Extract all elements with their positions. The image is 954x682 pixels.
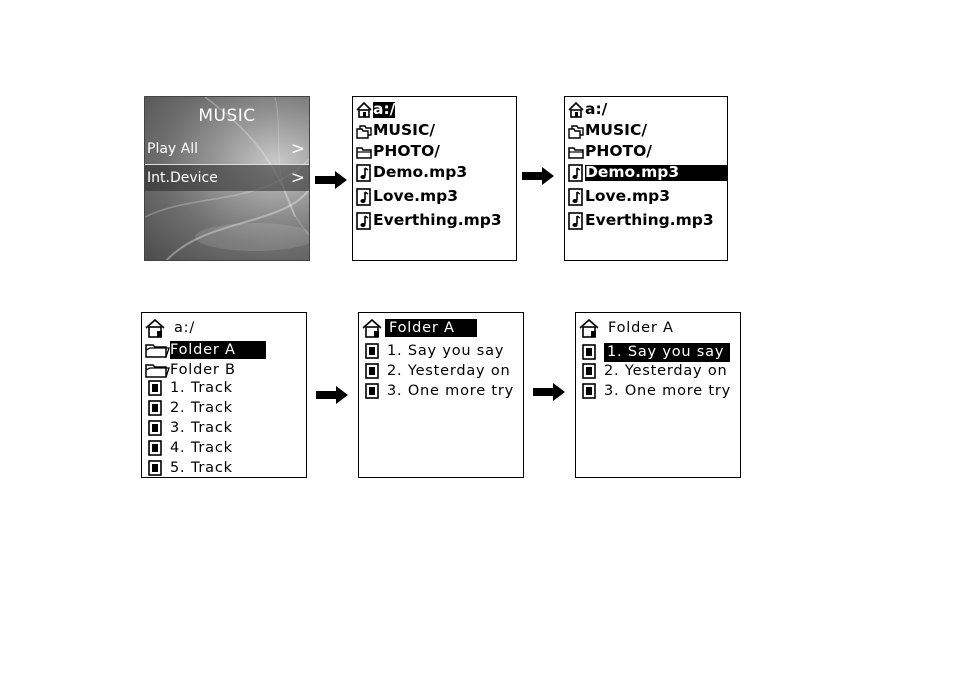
root-list-screen [352, 96, 517, 261]
list-item-folder[interactable] [355, 143, 516, 161]
list-item-label: MUSIC/ [373, 121, 435, 140]
home-icon [567, 101, 585, 119]
track-file-icon [148, 460, 162, 476]
folder-a-track-selected-screen [575, 312, 741, 478]
chevron-right-icon: > [290, 139, 305, 159]
right-arrow-icon [316, 386, 348, 404]
list-item-file[interactable] [567, 212, 727, 230]
list-item-label: 4. Track [170, 439, 233, 456]
list-item-label: Folder A [170, 341, 266, 360]
track-file-icon [365, 383, 379, 399]
list-item-folder[interactable] [144, 360, 306, 380]
list-item-label: Love.mp3 [585, 187, 671, 206]
list-item-track[interactable] [578, 343, 740, 362]
list-item-file[interactable] [355, 164, 516, 182]
track-file-icon [148, 440, 162, 456]
music-note-icon [355, 212, 373, 230]
list-item-file[interactable] [355, 188, 516, 206]
list-item-file[interactable] [567, 188, 727, 206]
list-item-track[interactable] [144, 380, 306, 396]
list-item-root[interactable] [355, 101, 516, 119]
list-item-label: Everthing.mp3 [373, 211, 502, 230]
list-item-label: Folder A [608, 319, 674, 336]
list-item-label: 3. Track [170, 419, 233, 436]
list-item-label: a:/ [373, 100, 396, 119]
list-item-label: 1. Say you say [387, 342, 505, 359]
list-item-folder[interactable] [144, 340, 306, 360]
track-file-icon [582, 344, 596, 360]
list-item-label: PHOTO/ [585, 142, 652, 161]
list-item-label: PHOTO/ [373, 142, 440, 161]
list-item-file[interactable] [355, 212, 516, 230]
list-item-folder-header[interactable] [578, 317, 740, 339]
list-item-label: Folder A [385, 319, 477, 338]
folder-icon [144, 360, 170, 380]
menu-item-label: Play All [147, 141, 199, 157]
music-note-icon [567, 212, 585, 230]
list-item-track[interactable] [144, 440, 306, 456]
folder-list-screen [141, 312, 307, 478]
list-item-label: 5. Track [170, 459, 233, 476]
list-item-root[interactable] [567, 101, 727, 119]
track-file-icon [148, 420, 162, 436]
list-item-root[interactable] [144, 317, 306, 339]
folder-icon [355, 143, 373, 161]
right-arrow-icon [533, 383, 565, 401]
track-file-icon [365, 343, 379, 359]
list-item-track[interactable] [578, 383, 740, 399]
track-file-icon [148, 380, 162, 396]
list-item-label: a:/ [585, 100, 608, 119]
list-item-folder-header[interactable] [361, 317, 523, 339]
home-icon [578, 317, 602, 339]
list-item-label: 3. One more try [604, 382, 731, 399]
list-item-file[interactable] [567, 164, 727, 182]
music-menu-screen [144, 96, 310, 261]
list-item-folder[interactable] [567, 122, 727, 140]
folder-a-screen [358, 312, 524, 478]
home-icon [144, 317, 168, 339]
music-note-icon [355, 188, 373, 206]
track-file-icon [582, 383, 596, 399]
list-item-label: Everthing.mp3 [585, 211, 714, 230]
music-note-icon [355, 164, 373, 182]
list-item-label: 1. Say you say [604, 343, 730, 362]
folder-stack-icon [355, 122, 373, 140]
track-file-icon [582, 363, 596, 379]
list-item-label: 2. Yesterday on [387, 362, 511, 379]
right-arrow-icon [315, 171, 347, 189]
list-item-label: Demo.mp3 [373, 163, 468, 182]
home-icon [361, 317, 385, 339]
home-icon [355, 101, 373, 119]
list-item-label: Demo.mp3 [585, 165, 727, 181]
list-item-folder[interactable] [355, 122, 516, 140]
list-item-label: Folder B [170, 361, 236, 378]
right-arrow-icon [522, 167, 554, 185]
list-item-label: a:/ [174, 319, 196, 336]
folder-stack-icon [567, 122, 585, 140]
folder-icon [144, 340, 170, 360]
track-file-icon [148, 400, 162, 416]
list-item-label: 3. One more try [387, 382, 514, 399]
list-item-folder[interactable] [567, 143, 727, 161]
list-item-label: MUSIC/ [585, 121, 647, 140]
list-item-track[interactable] [361, 383, 523, 399]
menu-title: MUSIC [198, 106, 256, 126]
folder-icon [567, 143, 585, 161]
list-item-label: 2. Track [170, 399, 233, 416]
list-item-track[interactable] [361, 363, 523, 379]
menu-item-play-all[interactable] [145, 136, 309, 162]
chevron-right-icon: > [290, 168, 305, 188]
list-item-label: Love.mp3 [373, 187, 459, 206]
list-item-track[interactable] [144, 400, 306, 416]
list-item-track[interactable] [578, 363, 740, 379]
list-item-track[interactable] [144, 420, 306, 436]
music-note-icon [567, 188, 585, 206]
list-item-track[interactable] [361, 343, 523, 359]
menu-item-label: Int.Device [147, 170, 218, 186]
music-note-icon [567, 164, 585, 182]
list-item-label: 1. Track [170, 379, 233, 396]
root-list-selected-screen [564, 96, 728, 261]
list-item-label: 2. Yesterday on [604, 362, 728, 379]
list-item-track[interactable] [144, 460, 306, 476]
menu-item-int-device[interactable] [145, 164, 309, 191]
track-file-icon [365, 363, 379, 379]
